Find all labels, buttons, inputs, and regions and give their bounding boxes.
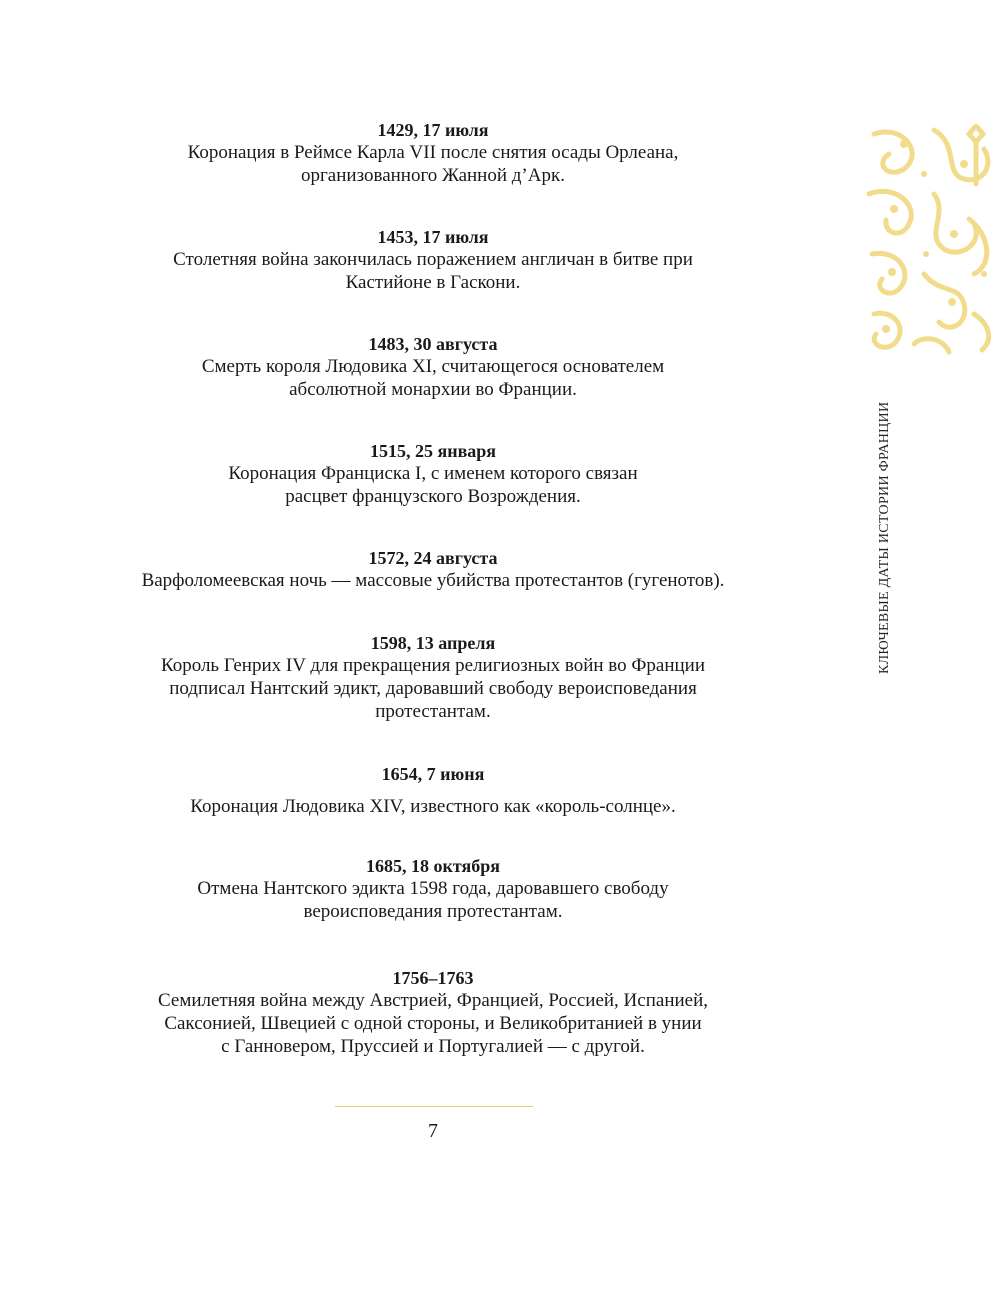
entry-date: 1685, 18 октября	[366, 856, 500, 876]
entry-date: 1654, 7 июня	[381, 764, 485, 784]
baroque-ornament-icon	[864, 124, 1000, 356]
entry-text-line: абсолютной монархии во Франции.	[289, 379, 577, 400]
entry-date: 1515, 25 января	[369, 441, 497, 461]
entry-text-line: Коронация Людовика XIV, известного как «король-солнце».	[190, 796, 676, 817]
entry-text-line: Король Генрих IV для прекращения религиозных войн во Франции	[160, 655, 706, 676]
entry-text-line: Варфоломеевская ночь — массовые убийства протестантов (гугенотов).	[141, 570, 725, 591]
timeline-entry	[100, 440, 766, 508]
entry-date: 1453, 17 июля	[377, 227, 489, 247]
timeline-entry	[100, 226, 766, 294]
timeline-entry	[100, 763, 766, 818]
entry-date: 1572, 24 августа	[368, 548, 498, 568]
entry-text-line: Кастийоне в Гаскони.	[345, 272, 521, 293]
entry-text-line: Столетняя война закончилась поражением англичан в битве при	[173, 249, 693, 270]
entry-date: 1429, 17 июля	[377, 120, 489, 140]
timeline-entry	[100, 632, 766, 723]
entry-date: 1483, 30 августа	[368, 334, 498, 354]
footer-divider	[335, 1106, 533, 1107]
entry-text-line: Отмена Нантского эдикта 1598 года, даровавшего свободу	[197, 878, 669, 899]
timeline-entry	[100, 855, 766, 923]
entry-text-line: Семилетняя война между Австрией, Францией, Россией, Испанией,	[157, 990, 709, 1011]
page-number: 7	[428, 1120, 438, 1142]
entry-text-line: протестантам.	[375, 701, 491, 722]
chapter-side-title: КЛЮЧЕВЫЕ ДАТЫ ИСТОРИИ ФРАНЦИИ	[877, 401, 892, 674]
entry-date: 1756–1763	[392, 968, 474, 988]
entry-text-line: с Ганновером, Пруссией и Португалией — с другой.	[221, 1036, 645, 1057]
entry-text-line: Смерть короля Людовика XI, считающегося основателем	[201, 356, 665, 377]
timeline-entry	[100, 119, 766, 187]
entry-date: 1598, 13 апреля	[370, 633, 496, 653]
timeline	[100, 0, 766, 1312]
timeline-entry	[100, 547, 766, 592]
entry-text-line: вероисповедания протестантам.	[303, 901, 563, 922]
entry-text-line: организованного Жанной д’Арк.	[301, 165, 565, 186]
entry-text-line: расцвет французского Возрождения.	[285, 486, 581, 507]
timeline-entry	[100, 967, 766, 1058]
entry-text-line: Коронация Франциска I, с именем которого связан	[228, 463, 638, 484]
timeline-entry	[100, 333, 766, 401]
entry-text-line: Саксонией, Швецией с одной стороны, и Великобританией в унии	[164, 1013, 702, 1034]
entry-text-line: подписал Нантский эдикт, даровавший свободу вероисповедания	[169, 678, 697, 699]
entry-text-line: Коронация в Реймсе Карла VII после снятия осады Орлеана,	[187, 142, 679, 163]
